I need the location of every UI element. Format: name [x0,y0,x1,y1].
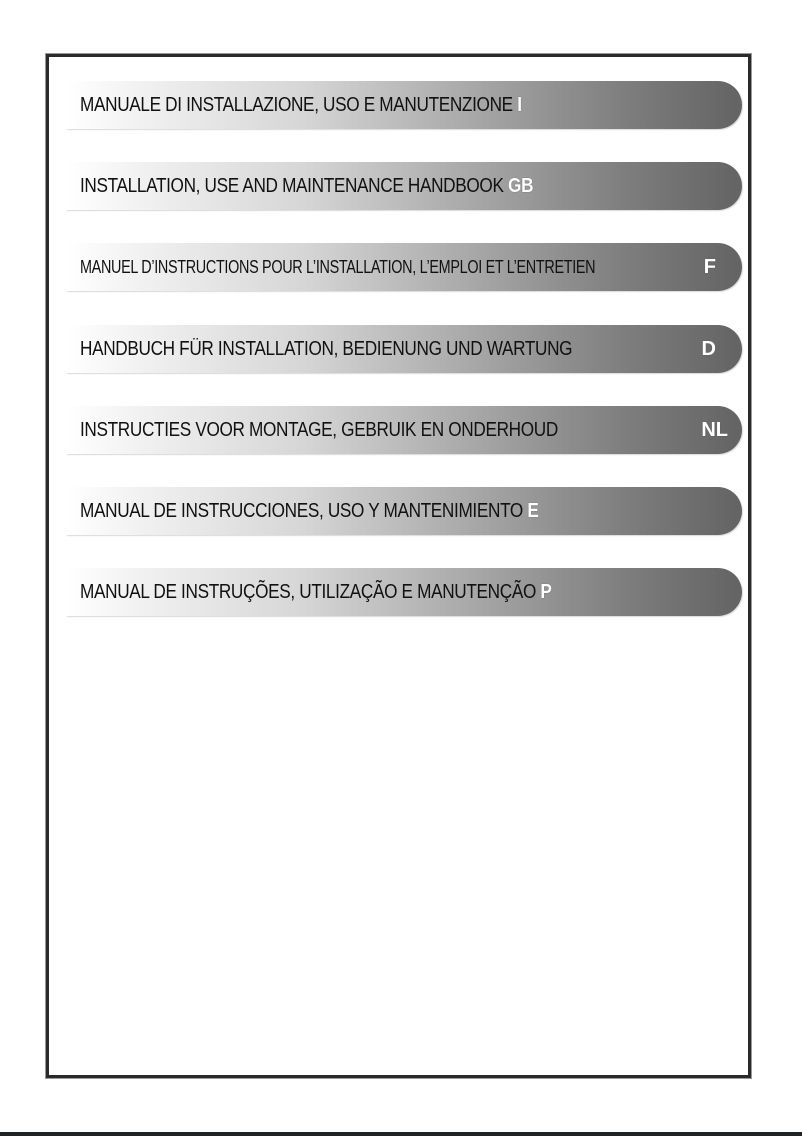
language-code: E [527,499,539,522]
banner-label: INSTRUCTIES VOOR MONTAGE, GEBRUIK EN ONDERHOUD [80,418,558,441]
banner-label: MANUAL DE INSTRUÇÕES, UTILIZAÇÃO E MANUTENÇÃO P [80,580,552,603]
language-code: D [701,337,716,360]
language-code: GB [508,174,534,197]
banner-label: MANUEL D’INSTRUCTIONS POUR L’INSTALLATION, L’EMPLOI ET L’ENTRETIEN [80,256,596,277]
banner-dutch [66,406,742,454]
banner-label: MANUAL DE INSTRUCCIONES, USO Y MANTENIMIENTO E [80,499,539,522]
banner-label: MANUALE DI INSTALLAZIONE, USO E MANUTENZIONE I [80,93,522,116]
language-code: I [517,93,522,116]
banner-label: HANDBUCH FÜR INSTALLATION, BEDIENUNG UND WARTUNG [80,337,573,360]
banner-spanish [66,487,742,535]
banner-label: INSTALLATION, USE AND MAINTENANCE HANDBOOK GB [80,174,534,197]
language-code: NL [701,418,728,441]
language-code: P [540,580,552,603]
banner-french [66,243,742,291]
banner-english [66,162,742,210]
language-code: F [703,255,716,278]
banner-german [66,325,742,373]
banner-italian [66,81,742,129]
bottom-rule [0,1132,802,1136]
banner-portuguese [66,568,742,616]
